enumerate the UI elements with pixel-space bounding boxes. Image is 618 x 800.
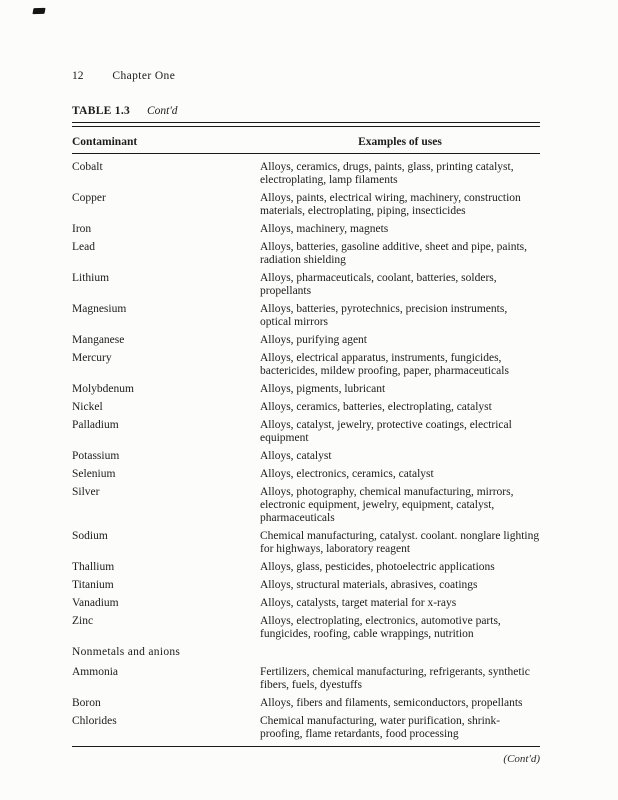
contaminant-name: Palladium bbox=[72, 419, 119, 431]
table-header-row bbox=[72, 135, 540, 149]
contaminant-uses: Alloys, structural materials, abrasives, coatings bbox=[260, 579, 478, 591]
chapter-title: Chapter One bbox=[112, 70, 176, 82]
scan-artifact bbox=[32, 8, 45, 14]
contaminant-name: Chlorides bbox=[72, 715, 117, 727]
contaminant-uses: Chemical manufacturing, water purification, shrink-proofing, flame retardants, food processing bbox=[260, 715, 501, 740]
contaminant-uses: Alloys, glass, pesticides, photoelectric applications bbox=[260, 561, 495, 573]
running-header bbox=[72, 70, 540, 83]
table-row bbox=[72, 530, 540, 556]
table-label: TABLE 1.3 bbox=[72, 105, 131, 117]
page-number: 12 bbox=[72, 70, 84, 82]
table-row bbox=[72, 223, 540, 236]
table-row bbox=[72, 486, 540, 525]
table-row bbox=[72, 597, 540, 610]
contaminant-uses: Alloys, fibers and filaments, semiconductors, propellants bbox=[260, 697, 523, 709]
table-row bbox=[72, 468, 540, 481]
table-row bbox=[72, 383, 540, 396]
footer-contd: (Cont'd) bbox=[503, 753, 540, 765]
contaminant-uses: Alloys, catalyst bbox=[260, 450, 332, 462]
table-section-row bbox=[72, 646, 540, 659]
contaminant-uses: Alloys, catalysts, target material for x-rays bbox=[260, 597, 457, 609]
contaminant-name: Iron bbox=[72, 223, 92, 235]
contaminant-name: Sodium bbox=[72, 530, 108, 542]
table-row bbox=[72, 334, 540, 347]
contaminant-uses: Alloys, purifying agent bbox=[260, 334, 367, 346]
contaminant-uses: Fertilizers, chemical manufacturing, refrigerants, synthetic fibers, fuels, dyestuffs bbox=[260, 666, 530, 691]
contaminant-uses: Alloys, ceramics, batteries, electroplating, catalyst bbox=[260, 401, 492, 413]
header-examples-of-uses: Examples of uses bbox=[358, 136, 442, 148]
contaminant-name: Nickel bbox=[72, 401, 103, 413]
contaminant-uses: Alloys, electrical apparatus, instruments, fungicides, bactericides, mildew proofing, paper, pharmaceuticals bbox=[260, 352, 509, 377]
table-row bbox=[72, 579, 540, 592]
table-row bbox=[72, 697, 540, 710]
contaminant-uses: Chemical manufacturing, catalyst. coolant. nonglare lighting for highways, laboratory reagent bbox=[260, 530, 540, 555]
contaminant-name: Cobalt bbox=[72, 161, 103, 173]
contaminant-name: Zinc bbox=[72, 615, 94, 627]
section-title: Nonmetals and anions bbox=[72, 646, 181, 658]
table-row bbox=[72, 401, 540, 414]
contaminant-name: Vanadium bbox=[72, 597, 119, 609]
contaminant-name: Copper bbox=[72, 192, 106, 204]
contaminant-uses: Alloys, machinery, magnets bbox=[260, 223, 389, 235]
table-row bbox=[72, 715, 540, 741]
table-label-contd: Cont'd bbox=[146, 105, 178, 117]
page-content bbox=[72, 70, 540, 765]
contaminant-uses: Alloys, electronics, ceramics, catalyst bbox=[260, 468, 434, 480]
table-caption bbox=[72, 104, 540, 118]
contaminant-uses: Alloys, ceramics, drugs, paints, glass, printing catalyst, electroplating, lamp filaments bbox=[260, 161, 514, 186]
table-row bbox=[72, 272, 540, 298]
contaminant-uses: Alloys, paints, electrical wiring, machinery, construction materials, electroplating, piping, insecticides bbox=[260, 192, 521, 217]
contaminant-name: Magnesium bbox=[72, 303, 127, 315]
contaminant-uses: Alloys, pigments, lubricant bbox=[260, 383, 386, 395]
table-bottom-rule bbox=[72, 746, 540, 747]
table-body bbox=[72, 161, 540, 741]
contaminant-name: Silver bbox=[72, 486, 100, 498]
table-row bbox=[72, 666, 540, 692]
contaminant-uses: Alloys, catalyst, jewelry, protective coatings, electrical equipment bbox=[260, 419, 512, 444]
contaminant-uses: Alloys, electroplating, electronics, automotive parts, fungicides, roofing, cable wrappings, nutrition bbox=[260, 615, 501, 640]
contaminant-uses: Alloys, pharmaceuticals, coolant, batteries, solders, propellants bbox=[260, 272, 497, 297]
table-row bbox=[72, 303, 540, 329]
contaminant-name: Titanium bbox=[72, 579, 114, 591]
contaminant-name: Ammonia bbox=[72, 666, 118, 678]
table-row bbox=[72, 241, 540, 267]
contaminant-name: Molybdenum bbox=[72, 383, 134, 395]
contaminant-uses: Alloys, photography, chemical manufacturing, mirrors, electronic equipment, jewelry, equipment, catalyst, pharmaceuticals bbox=[260, 486, 514, 524]
contaminant-name: Manganese bbox=[72, 334, 125, 346]
table-top-rule bbox=[72, 122, 540, 127]
table-row bbox=[72, 561, 540, 574]
contaminant-name: Potassium bbox=[72, 450, 120, 462]
table-row bbox=[72, 352, 540, 378]
table-row bbox=[72, 161, 540, 187]
contaminant-name: Mercury bbox=[72, 352, 112, 364]
contaminant-name: Boron bbox=[72, 697, 101, 709]
table-header-rule bbox=[72, 153, 540, 154]
table-row bbox=[72, 192, 540, 218]
contaminant-name: Lead bbox=[72, 241, 95, 253]
table-row bbox=[72, 419, 540, 445]
contaminant-name: Lithium bbox=[72, 272, 110, 284]
table-row bbox=[72, 450, 540, 463]
contaminant-uses: Alloys, batteries, gasoline additive, sheet and pipe, paints, radiation shielding bbox=[260, 241, 527, 266]
header-contaminant: Contaminant bbox=[72, 136, 138, 148]
contaminant-name: Selenium bbox=[72, 468, 116, 480]
contaminant-name: Thallium bbox=[72, 561, 115, 573]
table-row bbox=[72, 615, 540, 641]
contaminant-uses: Alloys, batteries, pyrotechnics, precision instruments, optical mirrors bbox=[260, 303, 508, 328]
